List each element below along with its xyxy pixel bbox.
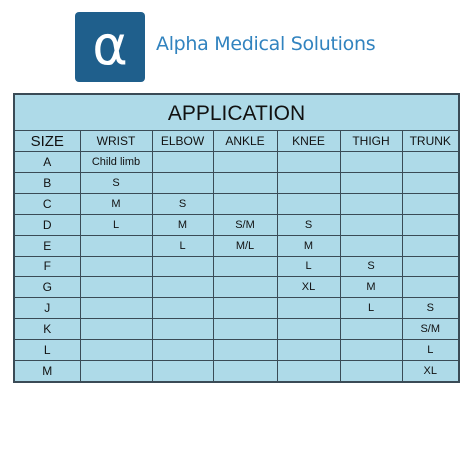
size-cell: C [15, 193, 80, 214]
table-cell [340, 340, 402, 361]
table-cell [213, 256, 277, 277]
size-cell: J [15, 298, 80, 319]
table-row [15, 214, 458, 235]
table-cell [402, 277, 458, 298]
table-cell [340, 361, 402, 381]
table-cell [80, 256, 152, 277]
table-cell [402, 256, 458, 277]
column-header-wrist: WRIST [80, 131, 152, 152]
table-cell: S [80, 172, 152, 193]
table-cell [213, 298, 277, 319]
table-cell [340, 193, 402, 214]
table-cell: XL [402, 361, 458, 381]
column-header-ankle: ANKLE [213, 131, 277, 152]
alpha-logo-icon [75, 12, 145, 82]
table-cell [277, 193, 340, 214]
table-cell [340, 214, 402, 235]
table-cell [152, 361, 213, 381]
table-cell [277, 152, 340, 173]
table-cell [152, 319, 213, 340]
table-row [15, 235, 458, 256]
table-cell [340, 235, 402, 256]
size-grid [15, 131, 458, 381]
table-cell [402, 172, 458, 193]
column-header-thigh: THIGH [340, 131, 402, 152]
table-cell [152, 172, 213, 193]
table-cell [80, 340, 152, 361]
size-cell: A [15, 152, 80, 173]
table-cell [213, 319, 277, 340]
table-cell [152, 340, 213, 361]
table-row [15, 256, 458, 277]
table-row [15, 172, 458, 193]
table-cell: L [340, 298, 402, 319]
table-cell [277, 298, 340, 319]
table-cell [152, 277, 213, 298]
company-name: Alpha Medical Solutions [156, 33, 376, 55]
table-cell [402, 235, 458, 256]
table-cell: S/M [402, 319, 458, 340]
table-cell [152, 152, 213, 173]
size-cell: D [15, 214, 80, 235]
column-header-elbow: ELBOW [152, 131, 213, 152]
table-cell [340, 152, 402, 173]
table-cell: Child limb [80, 152, 152, 173]
column-header-knee: KNEE [277, 131, 340, 152]
size-cell: K [15, 319, 80, 340]
column-header-size: SIZE [15, 131, 80, 152]
table-cell [152, 256, 213, 277]
size-cell: F [15, 256, 80, 277]
table-cell: M [340, 277, 402, 298]
size-cell: M [15, 361, 80, 381]
table-cell: XL [277, 277, 340, 298]
header-row [15, 131, 458, 152]
table-cell [213, 340, 277, 361]
table-cell [213, 361, 277, 381]
table-title: APPLICATION [15, 95, 458, 131]
table-row [15, 298, 458, 319]
table-cell: L [402, 340, 458, 361]
table-cell: L [152, 235, 213, 256]
table-cell [402, 214, 458, 235]
size-cell: B [15, 172, 80, 193]
table-cell [402, 193, 458, 214]
table-cell: L [277, 256, 340, 277]
table-cell: M [277, 235, 340, 256]
table-row [15, 152, 458, 173]
table-cell [340, 319, 402, 340]
company-logo [75, 12, 145, 82]
table-cell [152, 298, 213, 319]
table-cell: M [152, 214, 213, 235]
table-cell: S [152, 193, 213, 214]
table-row [15, 319, 458, 340]
table-cell [402, 152, 458, 173]
table-row [15, 193, 458, 214]
table-cell [80, 298, 152, 319]
table-cell [80, 319, 152, 340]
table-cell [277, 172, 340, 193]
column-header-trunk: TRUNK [402, 131, 458, 152]
table-cell [80, 277, 152, 298]
table-cell [277, 340, 340, 361]
table-row [15, 361, 458, 381]
table-cell: L [80, 214, 152, 235]
size-cell: G [15, 277, 80, 298]
table-cell [340, 172, 402, 193]
table-cell [213, 277, 277, 298]
table-row [15, 340, 458, 361]
table-cell: M/L [213, 235, 277, 256]
svg-text:α: α [92, 14, 128, 77]
size-cell: E [15, 235, 80, 256]
application-size-chart [13, 93, 460, 383]
grid-body [15, 152, 458, 382]
table-cell: S [402, 298, 458, 319]
table-cell: S/M [213, 214, 277, 235]
table-cell [80, 361, 152, 381]
table-cell: S [277, 214, 340, 235]
table-cell [277, 319, 340, 340]
table-cell [80, 235, 152, 256]
table-cell [277, 361, 340, 381]
size-cell: L [15, 340, 80, 361]
table-cell [213, 152, 277, 173]
table-row [15, 277, 458, 298]
table-cell [213, 193, 277, 214]
table-cell [213, 172, 277, 193]
table-cell: S [340, 256, 402, 277]
table-cell: M [80, 193, 152, 214]
